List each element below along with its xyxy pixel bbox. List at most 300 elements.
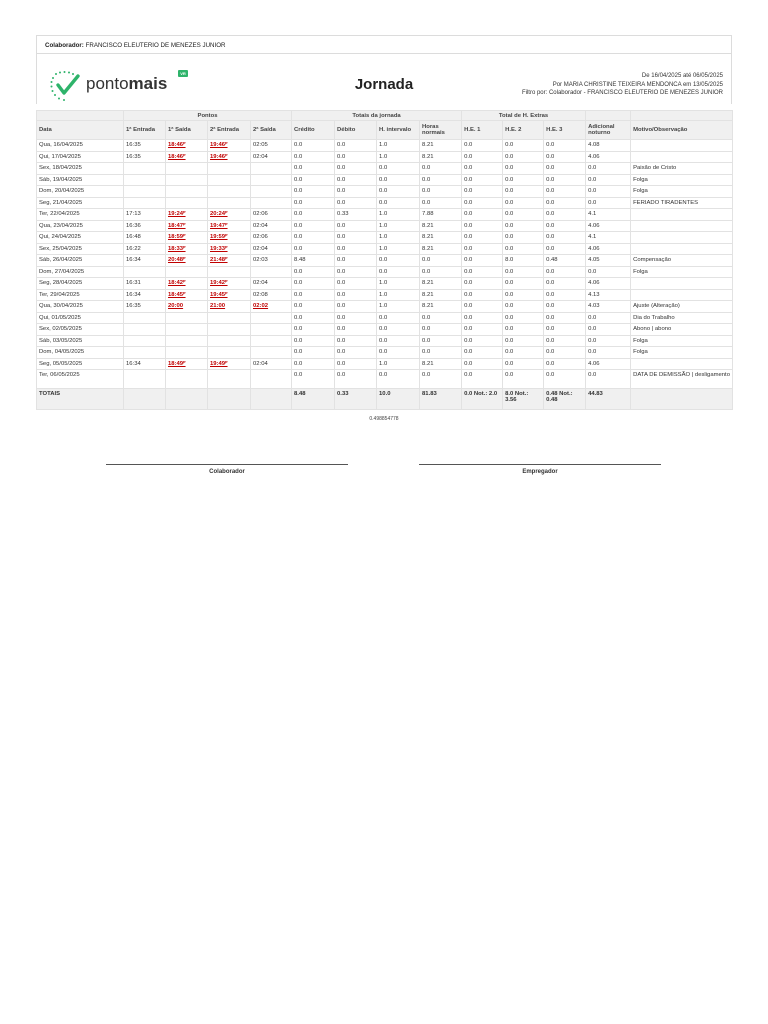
table-cell: 0.0	[420, 312, 462, 324]
table-cell: 0.0	[335, 220, 377, 232]
table-cell: Dom, 20/04/2025	[37, 186, 124, 198]
table-cell: 0.0	[420, 186, 462, 198]
totals-cell	[208, 389, 251, 410]
table-cell: 0.0	[586, 312, 631, 324]
table-cell: 0.0	[335, 278, 377, 290]
table-cell: 0.0	[335, 335, 377, 347]
table-cell: Qui, 17/04/2025	[37, 151, 124, 163]
table-row	[37, 347, 733, 359]
table-cell: 16:48	[124, 232, 166, 244]
table-cell: Abono | abono	[631, 324, 733, 336]
table-cell: 0.0	[335, 312, 377, 324]
table-cell[interactable]: 18:47ᴾ	[166, 220, 208, 232]
table-body	[37, 140, 733, 410]
table-cell: 1.0	[377, 232, 420, 244]
table-cell: 0.0	[292, 358, 335, 370]
table-cell: 0.0	[503, 266, 544, 278]
table-cell: Qua, 30/04/2025	[37, 301, 124, 313]
table-cell: 4.1	[586, 232, 631, 244]
totals-cell: 81.83	[420, 389, 462, 410]
column-header: Data	[37, 121, 124, 140]
table-cell: 16:35	[124, 151, 166, 163]
totals-cell: 0.0 Not.: 2.0	[462, 389, 503, 410]
table-cell: Seg, 28/04/2025	[37, 278, 124, 290]
table-cell: 0.0	[462, 174, 503, 186]
table-cell: 4.06	[586, 243, 631, 255]
table-cell[interactable]: 20:00	[166, 301, 208, 313]
table-cell: 02:04	[251, 243, 292, 255]
table-cell: 0.0	[292, 278, 335, 290]
totals-cell: TOTAIS	[37, 389, 124, 410]
table-cell: 17:13	[124, 209, 166, 221]
table-cell: 0.0	[292, 335, 335, 347]
table-cell	[631, 220, 733, 232]
table-cell: 0.0	[586, 197, 631, 209]
table-cell: 0.0	[544, 209, 586, 221]
column-header: Débito	[335, 121, 377, 140]
table-cell: 0.0	[544, 301, 586, 313]
table-cell: Sáb, 26/04/2025	[37, 255, 124, 267]
table-cell[interactable]: 19:45ᴾ	[208, 289, 251, 301]
table-cell: 0.0	[462, 347, 503, 359]
table-cell[interactable]: 18:33ᴾ	[166, 243, 208, 255]
table-cell	[631, 209, 733, 221]
table-row	[37, 312, 733, 324]
table-cell	[208, 370, 251, 389]
table-cell: 0.0	[503, 232, 544, 244]
table-cell: Ter, 29/04/2025	[37, 289, 124, 301]
table-cell: 0.0	[544, 266, 586, 278]
table-cell: 0.0	[544, 278, 586, 290]
table-cell: 16:36	[124, 220, 166, 232]
table-cell: 0.0	[503, 370, 544, 389]
table-cell: 1.0	[377, 220, 420, 232]
table-cell: 0.0	[292, 151, 335, 163]
journey-table	[36, 110, 733, 410]
table-cell	[124, 163, 166, 175]
table-cell: 0.0	[377, 266, 420, 278]
table-cell: 0.0	[292, 301, 335, 313]
meta-filter: Filtro por: Colaborador - FRANCISCO ELEUTERIO DE MENEZES JUNIOR	[521, 90, 723, 96]
table-cell: 0.0	[335, 140, 377, 152]
table-cell: 8.0	[503, 255, 544, 267]
table-cell: 4.06	[586, 220, 631, 232]
table-cell[interactable]: 19:24ᴾ	[166, 209, 208, 221]
table-row	[37, 255, 733, 267]
table-cell: Folga	[631, 266, 733, 278]
column-header: H.E. 2	[503, 121, 544, 140]
totals-cell: 0.33	[335, 389, 377, 410]
table-cell: 0.0	[292, 186, 335, 198]
table-cell: Sex, 18/04/2025	[37, 163, 124, 175]
totals-cell	[124, 389, 166, 410]
table-cell: 0.0	[292, 163, 335, 175]
table-cell	[208, 335, 251, 347]
group-pontos: Pontos	[124, 111, 292, 121]
table-cell	[124, 186, 166, 198]
table-cell: 8.21	[420, 278, 462, 290]
table-cell: 0.0	[462, 186, 503, 198]
table-cell: 0.0	[335, 358, 377, 370]
table-cell[interactable]: 21:00	[208, 301, 251, 313]
table-cell: 0.0	[462, 151, 503, 163]
table-cell	[166, 347, 208, 359]
totals-cell	[251, 389, 292, 410]
table-cell: 0.0	[503, 243, 544, 255]
table-cell[interactable]: 19:59ᴾ	[208, 232, 251, 244]
table-cell	[166, 186, 208, 198]
totals-cell: 0.48 Not.: 0.48	[544, 389, 586, 410]
table-cell: 0.0	[335, 255, 377, 267]
table-cell: 1.0	[377, 209, 420, 221]
totals-cell: 8.48	[292, 389, 335, 410]
table-cell: 02:06	[251, 232, 292, 244]
table-cell: 0.0	[586, 347, 631, 359]
table-cell	[166, 312, 208, 324]
table-cell: 0.0	[586, 266, 631, 278]
table-row	[37, 151, 733, 163]
table-cell: 0.0	[335, 243, 377, 255]
table-cell: 0.0	[292, 243, 335, 255]
table-cell: Folga	[631, 174, 733, 186]
table-cell: 0.0	[544, 186, 586, 198]
table-cell	[631, 289, 733, 301]
table-cell	[124, 174, 166, 186]
table-cell: 0.0	[420, 266, 462, 278]
table-cell: 0.0	[420, 174, 462, 186]
table-cell: 0.0	[586, 186, 631, 198]
table-cell[interactable]: 19:47ᴾ	[208, 220, 251, 232]
column-header: H.E. 3	[544, 121, 586, 140]
table-cell: 16:22	[124, 243, 166, 255]
table-cell: 0.0	[503, 197, 544, 209]
collaborator-bar	[36, 35, 732, 54]
table-cell: Folga	[631, 347, 733, 359]
table-cell: 0.0	[503, 301, 544, 313]
table-cell: 0.0	[377, 335, 420, 347]
table-cell: 0.0	[503, 186, 544, 198]
table-cell: 02:08	[251, 289, 292, 301]
table-cell	[124, 312, 166, 324]
table-cell	[251, 266, 292, 278]
table-cell: 1.0	[377, 243, 420, 255]
table-cell: 0.0	[335, 197, 377, 209]
table-cell: 4.06	[586, 151, 631, 163]
table-cell: Compensação	[631, 255, 733, 267]
table-cell: 02:03	[251, 255, 292, 267]
table-cell: 0.0	[292, 209, 335, 221]
table-cell[interactable]: 19:49ᴾ	[208, 358, 251, 370]
table-cell: 0.0	[544, 289, 586, 301]
table-cell	[251, 347, 292, 359]
table-cell: 0.0	[462, 335, 503, 347]
table-cell: 8.21	[420, 151, 462, 163]
table-cell: 0.0	[544, 232, 586, 244]
table-cell: 0.0	[377, 163, 420, 175]
table-row	[37, 289, 733, 301]
table-cell: 0.0	[292, 174, 335, 186]
table-row	[37, 266, 733, 278]
table-cell[interactable]: 02:02	[251, 301, 292, 313]
table-cell: 8.21	[420, 301, 462, 313]
column-header: H.E. 1	[462, 121, 503, 140]
report-meta	[522, 72, 723, 98]
table-cell: FERIADO TIRADENTES	[631, 197, 733, 209]
table-cell: 0.0	[377, 186, 420, 198]
table-cell: 4.1	[586, 209, 631, 221]
column-header: 1ª Entrada	[124, 121, 166, 140]
table-cell	[251, 197, 292, 209]
table-cell[interactable]: 18:42ᴾ	[166, 278, 208, 290]
table-cell: 8.48	[292, 255, 335, 267]
table-cell: Paixão de Cristo	[631, 163, 733, 175]
table-cell: 0.0	[462, 289, 503, 301]
table-cell: 4.13	[586, 289, 631, 301]
table-cell: 02:05	[251, 140, 292, 152]
table-row	[37, 174, 733, 186]
table-cell: 02:04	[251, 358, 292, 370]
table-cell: 4.06	[586, 278, 631, 290]
table-cell: 8.21	[420, 289, 462, 301]
column-header: Crédito	[292, 121, 335, 140]
table-cell: 0.0	[377, 255, 420, 267]
column-header: H. intervalo	[377, 121, 420, 140]
table-cell: Qui, 24/04/2025	[37, 232, 124, 244]
table-row	[37, 163, 733, 175]
table-cell	[124, 370, 166, 389]
table-cell: 0.0	[462, 255, 503, 267]
table-cell	[208, 266, 251, 278]
table-cell	[208, 174, 251, 186]
table-cell: Ter, 22/04/2025	[37, 209, 124, 221]
table-cell: 0.33	[335, 209, 377, 221]
table-row	[37, 358, 733, 370]
table-cell: 0.0	[335, 163, 377, 175]
table-cell: 1.0	[377, 140, 420, 152]
table-cell[interactable]: 19:46ᴾ	[208, 151, 251, 163]
group-extras: Total de H. Extras	[462, 111, 586, 121]
table-cell: 8.21	[420, 220, 462, 232]
table-cell	[208, 197, 251, 209]
table-cell: 0.0	[544, 335, 586, 347]
table-cell: 0.48	[544, 255, 586, 267]
collaborator-label: Colaborador:	[45, 42, 84, 49]
table-cell: Folga	[631, 335, 733, 347]
table-cell[interactable]: 18:46ᴾ	[166, 151, 208, 163]
table-row	[37, 209, 733, 221]
table-cell: Ajuste (Alteração)	[631, 301, 733, 313]
vr-badge: VR	[178, 70, 188, 77]
table-cell: 0.0	[462, 220, 503, 232]
table-cell: 0.0	[544, 312, 586, 324]
signature-collaborator: Colaborador	[106, 464, 348, 475]
table-cell: Folga	[631, 186, 733, 198]
table-cell: DATA DE DEMISSÃO | desligamento	[631, 370, 733, 389]
table-cell[interactable]: 19:33ᴾ	[208, 243, 251, 255]
table-cell: 0.0	[503, 209, 544, 221]
group-header-row	[37, 111, 733, 121]
table-cell: 16:31	[124, 278, 166, 290]
table-cell: 0.0	[420, 197, 462, 209]
table-cell: 16:34	[124, 255, 166, 267]
table-cell: 0.0	[503, 140, 544, 152]
table-cell: 0.0	[292, 370, 335, 389]
table-row	[37, 186, 733, 198]
table-cell: 0.0	[544, 370, 586, 389]
table-cell: 0.0	[544, 358, 586, 370]
table-cell: 0.0	[335, 347, 377, 359]
table-cell: 0.0	[544, 163, 586, 175]
table-cell: 0.0	[292, 140, 335, 152]
table-cell	[251, 324, 292, 336]
table-cell: 0.0	[503, 335, 544, 347]
table-cell: 0.0	[586, 163, 631, 175]
logo-word-regular: ponto	[86, 74, 129, 93]
table-cell	[631, 243, 733, 255]
table-cell	[166, 197, 208, 209]
table-cell: 0.0	[462, 358, 503, 370]
totals-cell: 8.0 Not.: 3.56	[503, 389, 544, 410]
table-cell: 0.0	[335, 370, 377, 389]
table-cell	[208, 347, 251, 359]
footnote: 0.498854778	[369, 416, 399, 422]
table-cell	[166, 335, 208, 347]
table-cell[interactable]: 20:48ᴾ	[166, 255, 208, 267]
table-cell	[208, 163, 251, 175]
table-cell	[251, 370, 292, 389]
table-cell[interactable]: 19:42ᴾ	[208, 278, 251, 290]
table-cell: 0.0	[335, 324, 377, 336]
meta-author: Por MARIA CHRISTINE TEIXEIRA MENDONCA em 13/05/2025	[552, 81, 723, 88]
table-cell: 8.21	[420, 232, 462, 244]
table-cell	[166, 324, 208, 336]
table-cell: 0.0	[586, 370, 631, 389]
table-cell: 02:06	[251, 209, 292, 221]
table-cell: 0.0	[544, 197, 586, 209]
table-cell: 0.0	[462, 197, 503, 209]
table-cell: 16:34	[124, 289, 166, 301]
table-cell: 0.0	[462, 266, 503, 278]
table-cell: 16:35	[124, 301, 166, 313]
table-cell: Sex, 25/04/2025	[37, 243, 124, 255]
table-cell: 0.0	[420, 370, 462, 389]
table-cell: 0.0	[335, 289, 377, 301]
table-cell: 0.0	[292, 197, 335, 209]
table-cell: 0.0	[420, 347, 462, 359]
logo-word-bold: mais	[128, 74, 168, 93]
table-cell: Seg, 05/05/2025	[37, 358, 124, 370]
group-totais: Totais da jornada	[292, 111, 462, 121]
table-cell[interactable]: 18:59ᴾ	[166, 232, 208, 244]
table-cell: Qua, 23/04/2025	[37, 220, 124, 232]
meta-period: De 16/04/2025 até 06/05/2025	[641, 73, 723, 79]
table-cell: 0.0	[503, 220, 544, 232]
table-cell: 0.0	[335, 186, 377, 198]
table-cell	[166, 163, 208, 175]
table-cell: 0.0	[292, 324, 335, 336]
table-cell: 0.0	[544, 243, 586, 255]
table-cell: 0.0	[503, 174, 544, 186]
table-cell: 7.88	[420, 209, 462, 221]
table-cell	[166, 266, 208, 278]
table-cell	[251, 186, 292, 198]
totals-row	[37, 389, 733, 410]
table-cell: 1.0	[377, 278, 420, 290]
table-cell[interactable]: 18:49ᴾ	[166, 358, 208, 370]
table-cell: 0.0	[586, 335, 631, 347]
table-cell[interactable]: 18:46ᴾ	[166, 140, 208, 152]
table-cell: 0.0	[377, 370, 420, 389]
table-cell: 0.0	[462, 370, 503, 389]
table-cell: 0.0	[462, 301, 503, 313]
table-cell: Ter, 06/05/2025	[37, 370, 124, 389]
table-cell: 1.0	[377, 358, 420, 370]
table-cell: 0.0	[292, 289, 335, 301]
table-cell: 0.0	[503, 289, 544, 301]
table-cell: 0.0	[544, 140, 586, 152]
table-row	[37, 370, 733, 389]
table-cell: 8.21	[420, 140, 462, 152]
table-cell: 0.0	[503, 312, 544, 324]
table-cell[interactable]: 19:46ᴾ	[208, 140, 251, 152]
table-cell: Qui, 01/05/2025	[37, 312, 124, 324]
table-cell: 0.0	[377, 347, 420, 359]
table-cell: 0.0	[503, 324, 544, 336]
table-cell: 0.0	[335, 232, 377, 244]
table-cell: Dia do Trabalho	[631, 312, 733, 324]
column-header: Motivo/Observação	[631, 121, 733, 140]
table-cell	[251, 312, 292, 324]
table-cell: Dom, 04/05/2025	[37, 347, 124, 359]
page-title: Jornada	[354, 76, 414, 93]
column-header: 2ª Saída	[251, 121, 292, 140]
table-cell: 0.0	[292, 312, 335, 324]
table-cell: 0.0	[292, 220, 335, 232]
table-cell	[124, 197, 166, 209]
column-header: 1ª Saída	[166, 121, 208, 140]
table-cell[interactable]: 18:45ᴾ	[166, 289, 208, 301]
table-row	[37, 232, 733, 244]
table-cell	[166, 174, 208, 186]
table-cell: 0.0	[420, 255, 462, 267]
table-cell	[251, 163, 292, 175]
table-cell[interactable]: 21:48ᴾ	[208, 255, 251, 267]
table-cell: 02:04	[251, 220, 292, 232]
table-cell: 4.05	[586, 255, 631, 267]
table-cell	[124, 324, 166, 336]
table-cell: 0.0	[544, 151, 586, 163]
table-cell	[631, 358, 733, 370]
table-cell: Sex, 02/05/2025	[37, 324, 124, 336]
table-cell: 0.0	[462, 163, 503, 175]
table-cell	[208, 186, 251, 198]
table-cell: 0.0	[544, 324, 586, 336]
table-cell: Sáb, 19/04/2025	[37, 174, 124, 186]
table-cell: Seg, 21/04/2025	[37, 197, 124, 209]
table-cell: 0.0	[544, 347, 586, 359]
table-cell: 8.21	[420, 358, 462, 370]
table-cell: 1.0	[377, 301, 420, 313]
table-cell	[124, 335, 166, 347]
group-empty	[586, 111, 631, 121]
table-cell	[631, 278, 733, 290]
table-cell: 0.0	[377, 197, 420, 209]
table-cell: 0.0	[503, 278, 544, 290]
table-cell[interactable]: 20:24ᴾ	[208, 209, 251, 221]
table-cell: 0.0	[335, 151, 377, 163]
table-cell: 0.0	[503, 151, 544, 163]
table-cell: 0.0	[462, 243, 503, 255]
